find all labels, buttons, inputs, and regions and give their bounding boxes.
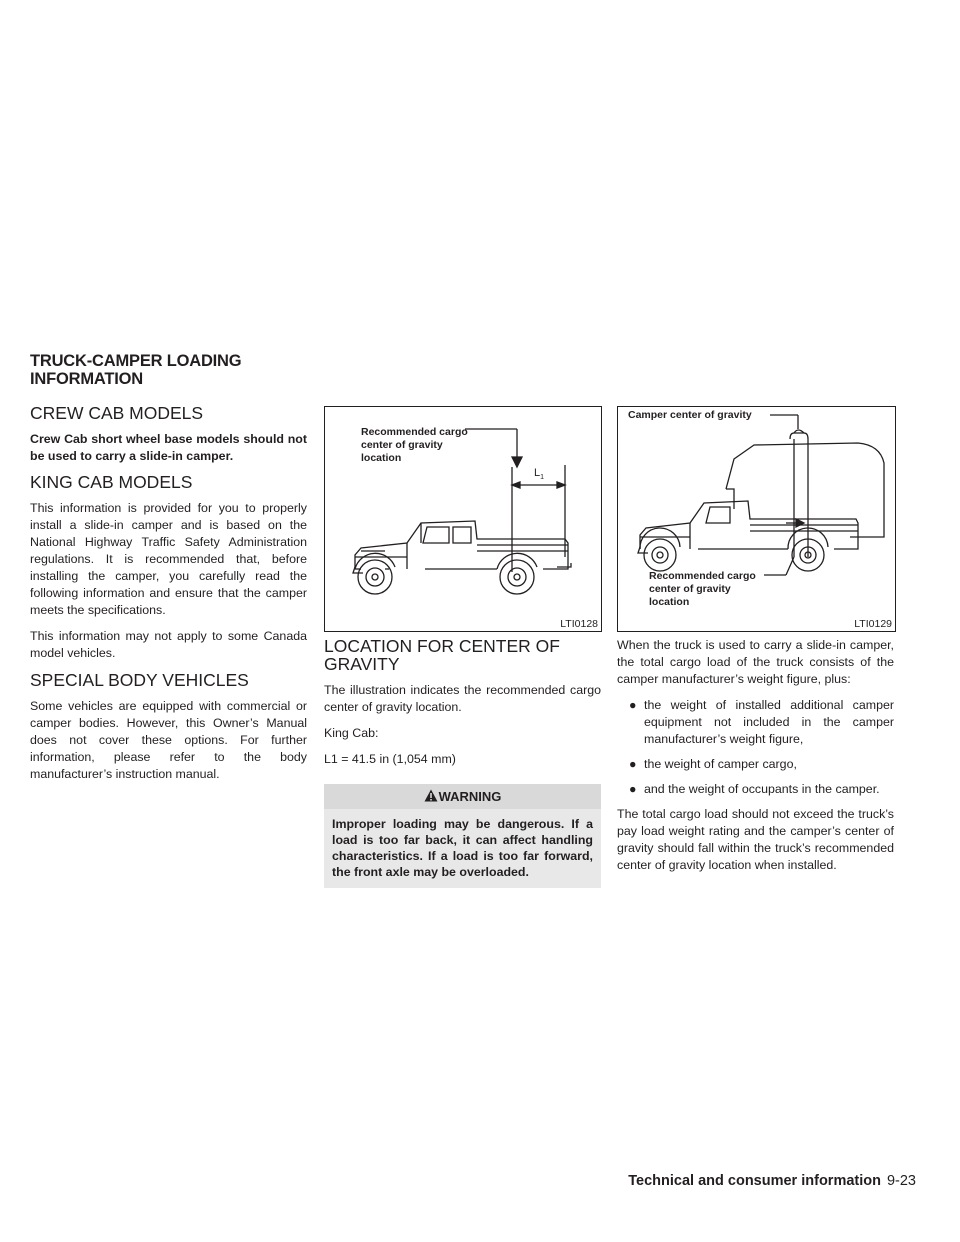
- figure-king-cab-cg: [324, 406, 602, 632]
- king-cab-paragraph-1: This information is provided for you to properly install a slide-in camper and is based on the National Highway Traffic Safety Administration regulations. It is recommended that, before installing the camper, you carefully read the following information and ensure that the camper meets the specifications.: [30, 501, 307, 617]
- section-title: [30, 352, 241, 388]
- location-heading-line2: GRAVITY: [324, 654, 400, 674]
- camper-closing: The total cargo load should not exceed the truck’s pay load weight rating and the camper’s center of gravity should fall within the truck’s recommended center of gravity location when installed.: [617, 807, 894, 872]
- king-cab-paragraph-2: This information may not apply to some Canada model vehicles.: [30, 629, 307, 660]
- camper-bullet-list: [617, 697, 894, 798]
- location-paragraph-2: King Cab:: [324, 726, 379, 740]
- bullet-text: the weight of camper cargo,: [644, 757, 797, 771]
- figure2-label: [649, 570, 756, 609]
- location-paragraph-3: L1 = 41.5 in (1,054 mm): [324, 752, 456, 766]
- special-body-text: Some vehicles are equipped with commercial or camper bodies. However, this Owner’s Manual does not cover these options. For further information, please refer to the body manufacturer’s instruction manual.: [30, 699, 307, 781]
- figure1-label: [361, 426, 468, 465]
- figure2-top-label: Camper center of gravity: [628, 409, 752, 421]
- location-paragraph-1: The illustration indicates the recommended cargo center of gravity location.: [324, 683, 601, 714]
- figure2-label-line2: center of gravity: [649, 583, 731, 595]
- figure2-code: LTI0129: [854, 618, 892, 630]
- bullet-glyph: ●: [629, 757, 637, 771]
- left-column: [30, 404, 307, 792]
- list-item: [617, 697, 894, 748]
- warning-title: WARNING: [438, 789, 502, 804]
- camper-intro: When the truck is used to carry a slide-in camper, the total cargo load of the truck consists of the camper manufacturer’s weight figure, plus:: [617, 638, 894, 686]
- right-column: [617, 637, 894, 883]
- king-cab-heading: KING CAB MODELS: [30, 472, 193, 492]
- bullet-glyph: ●: [629, 782, 637, 796]
- list-item: [617, 756, 894, 773]
- figure1-code: LTI0128: [560, 618, 598, 630]
- dimension-letter: L: [534, 467, 541, 479]
- footer-page-number: 9-23: [886, 1173, 916, 1189]
- special-body-heading: SPECIAL BODY VEHICLES: [30, 670, 249, 690]
- dimension-subscript: 1: [540, 474, 545, 482]
- section-title-line1: TRUCK-CAMPER LOADING: [30, 352, 242, 370]
- list-item: [617, 781, 894, 798]
- figure-camper-cg: [617, 406, 896, 632]
- dimension-label-l1: [534, 467, 544, 484]
- footer-chapter: Technical and consumer information: [628, 1173, 881, 1189]
- bullet-text: the weight of installed additional camper equipment not included in the camper manufacturer’s weight figure,: [644, 698, 894, 746]
- crew-cab-heading: CREW CAB MODELS: [30, 403, 204, 423]
- warning-header: [324, 784, 601, 809]
- crew-cab-text: Crew Cab short wheel base models should not be used to carry a slide-in camper.: [30, 432, 307, 463]
- section-title-line2: INFORMATION: [30, 370, 143, 388]
- bullet-text: and the weight of occupants in the camper.: [644, 782, 880, 796]
- figure2-label-line3: location: [649, 596, 690, 608]
- bullet-glyph: ●: [629, 698, 637, 712]
- middle-column: [324, 637, 601, 888]
- warning-triangle-icon: [424, 789, 438, 802]
- figure1-label-line3: location: [361, 452, 402, 464]
- page-footer: [628, 1173, 916, 1189]
- figure1-label-line2: center of gravity: [361, 439, 443, 451]
- figure1-label-line1: Recommended cargo: [361, 426, 468, 438]
- location-heading-line1: LOCATION FOR CENTER OF: [324, 636, 560, 656]
- warning-text: Improper loading may be dangerous. If a load is too far back, it can affect handling characteristics. If a load is too far forward, the front axle may be overloaded.: [324, 809, 601, 888]
- warning-box: [324, 784, 601, 888]
- location-heading: [324, 637, 601, 673]
- figure2-label-line1: Recommended cargo: [649, 570, 756, 582]
